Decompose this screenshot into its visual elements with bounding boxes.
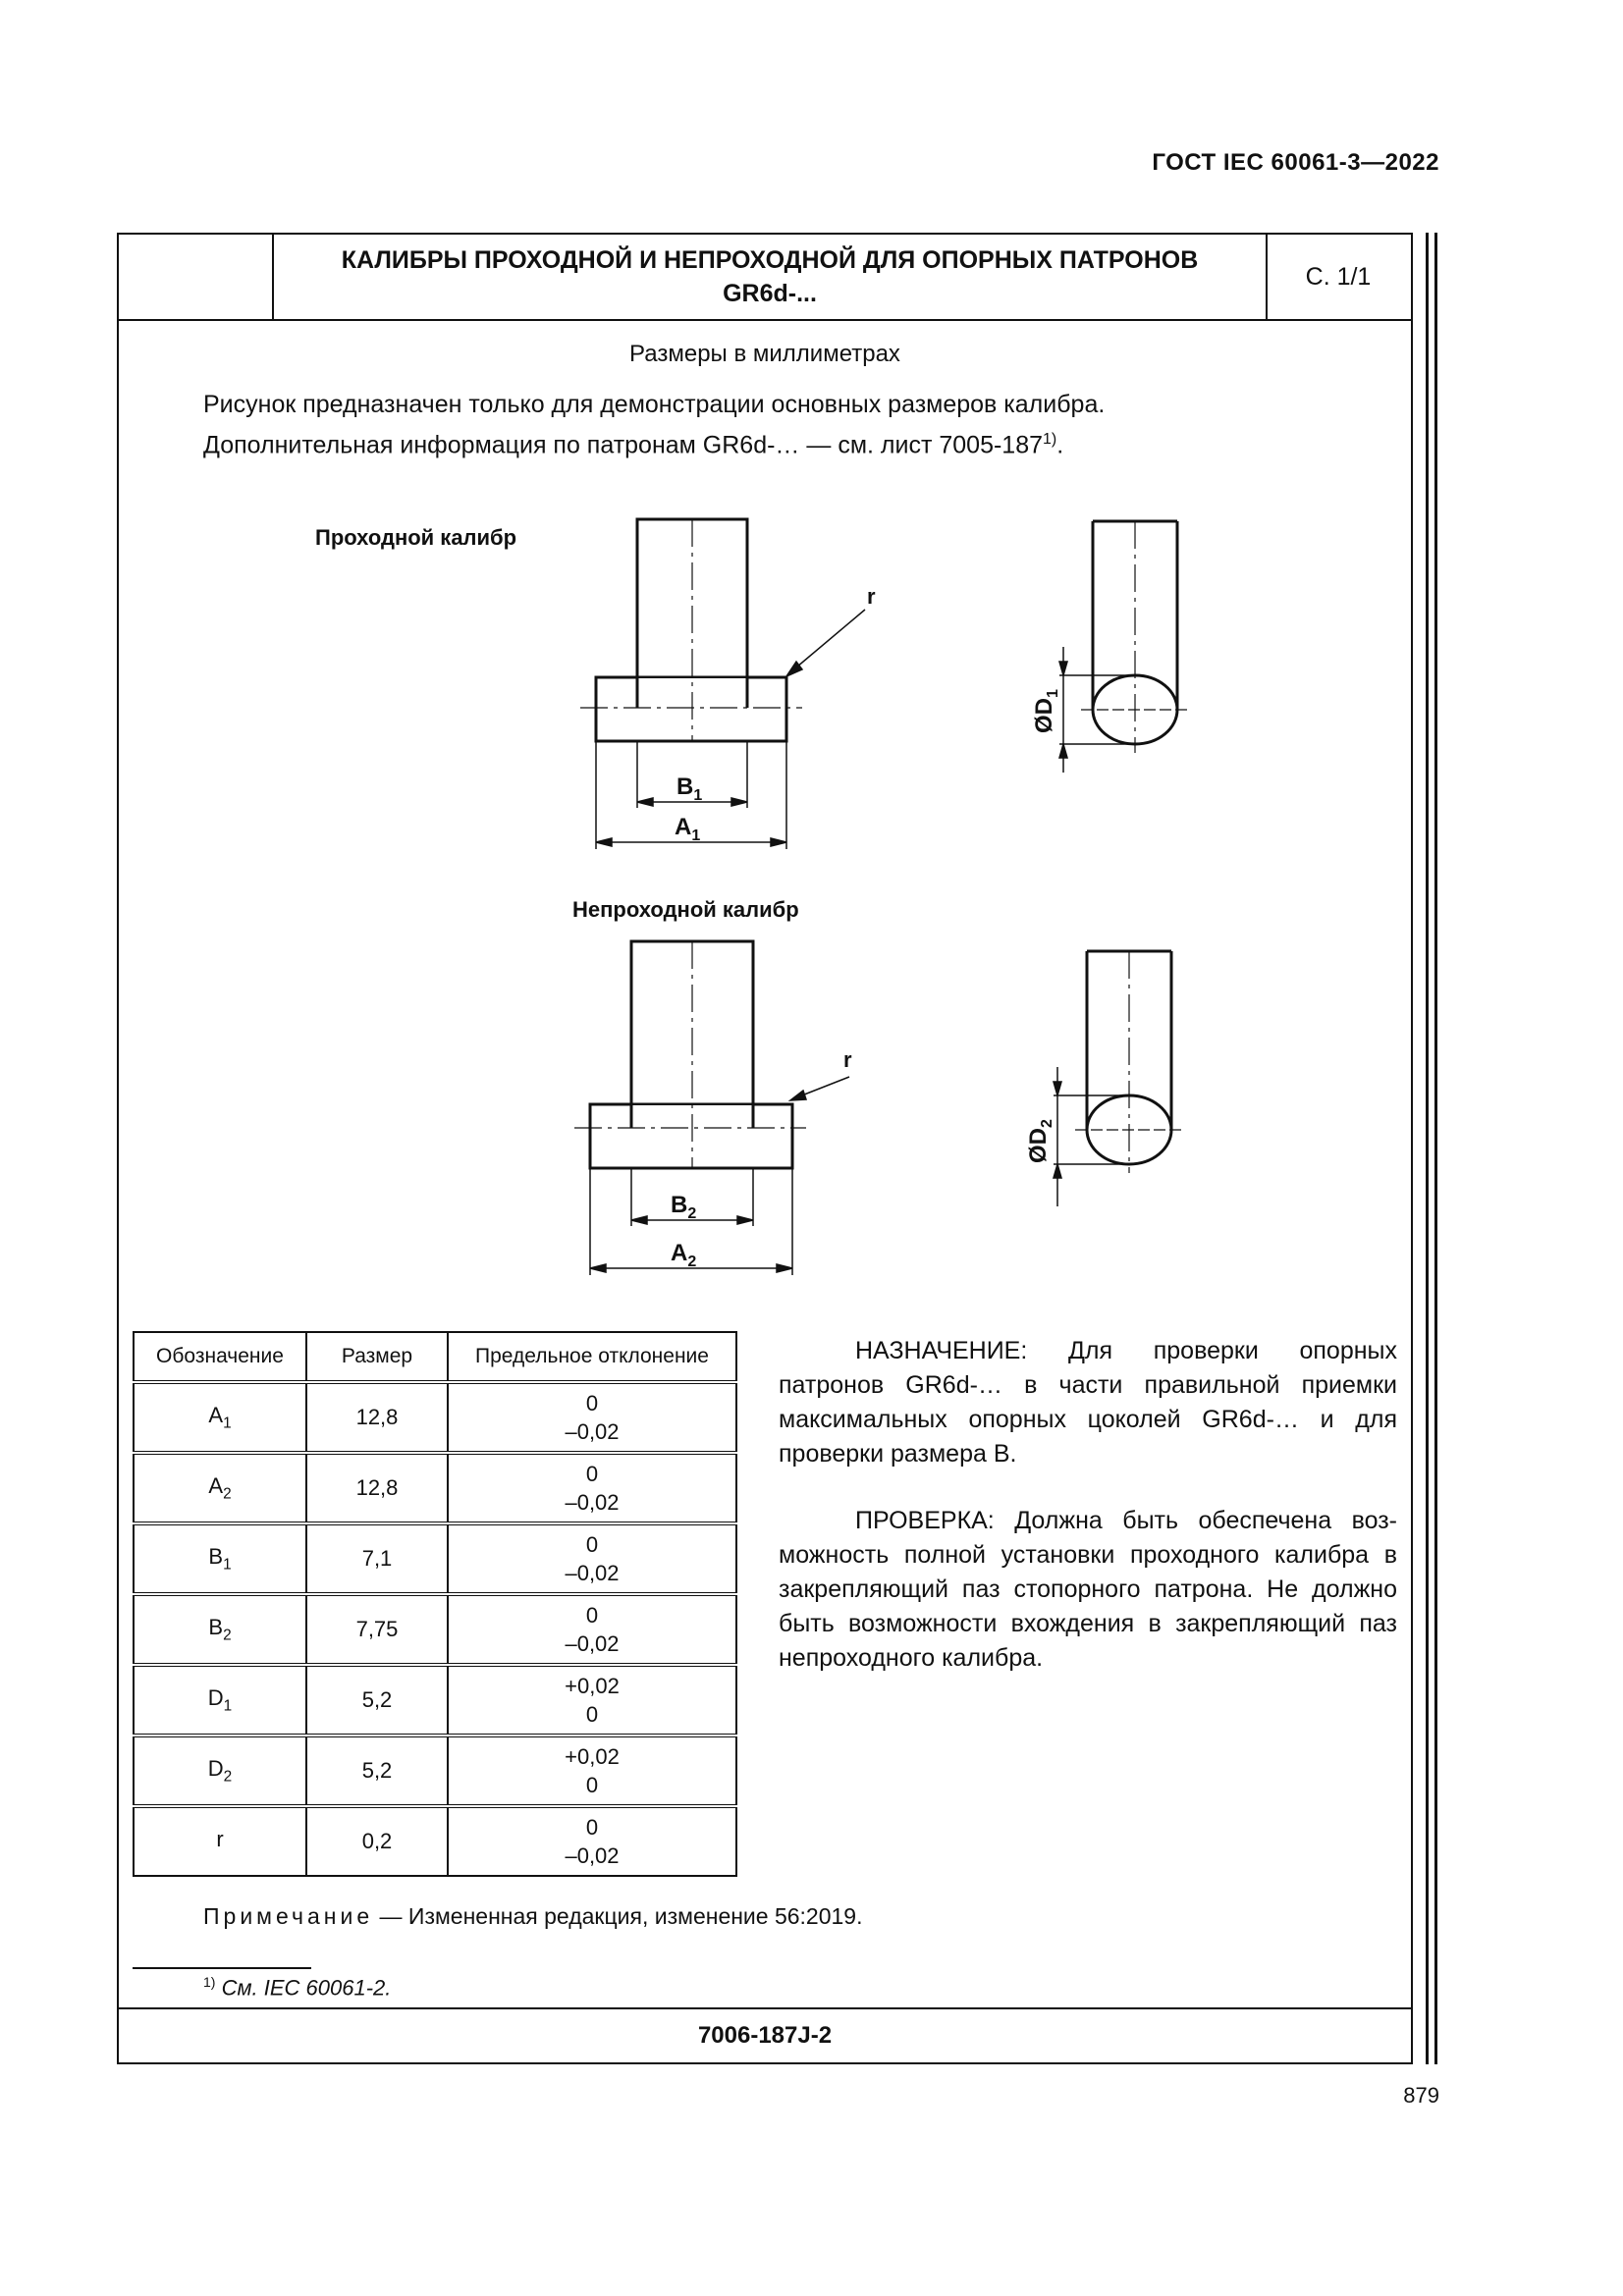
- tolerance-cell: 0 –0,02: [448, 1806, 736, 1876]
- designation-cell: $B_2$: [134, 1594, 306, 1665]
- note-label: Примечание: [203, 1903, 374, 1929]
- d2-label: $ØD_2$: [1025, 1119, 1055, 1163]
- d1-label: $ØD_1$: [1031, 689, 1061, 733]
- document-frame: [117, 233, 1413, 2064]
- nogo-radius-label: r: [843, 1047, 852, 1072]
- table-row: [134, 1382, 736, 1453]
- go-a1-label: $A_1$: [675, 814, 701, 844]
- check-paragraph: ПРОВЕРКА: Должна быть обеспечена возможность полной установки проходного калибра в закрепляющий паз стопорного патрона. Не должно быть возможности вхождения в закрепляющий паз непроходного калибра.: [779, 1507, 1397, 1672]
- dimensions-caption: Размеры в миллиметрах: [629, 341, 900, 367]
- table-row: [134, 1735, 736, 1806]
- size-cell: 5,2: [306, 1665, 448, 1735]
- purpose-and-check-text: [779, 1334, 1397, 1708]
- size-cell: 5,2: [306, 1735, 448, 1806]
- tolerance-cell: 0 –0,02: [448, 1382, 736, 1453]
- column-header-designation: Обозначение: [134, 1332, 306, 1382]
- nogo-gauge-label: Непроходной калибр: [572, 897, 799, 922]
- size-cell: 0,2: [306, 1806, 448, 1876]
- designation-cell: $D_2$: [134, 1735, 306, 1806]
- standard-header: ГОСТ IEC 60061-3—2022: [1152, 149, 1439, 176]
- table-row: [134, 1594, 736, 1665]
- column-header-tolerance: Предельное отклонение: [448, 1332, 736, 1382]
- column-header-size: Размер: [306, 1332, 448, 1382]
- dimensions-table: [133, 1331, 737, 1877]
- designation-cell: r: [134, 1806, 306, 1876]
- nogo-gauge-side-view: [1075, 951, 1185, 1173]
- tolerance-cell: 0 –0,02: [448, 1523, 736, 1594]
- table-row: [134, 1523, 736, 1594]
- sheet-code: 7006-187J-2: [119, 2007, 1411, 2062]
- table-row: [134, 1806, 736, 1876]
- table-row: [134, 1453, 736, 1523]
- footnote-ref: 1): [1043, 431, 1057, 448]
- table-header-row: [134, 1332, 736, 1382]
- frame-edge-line: [1426, 233, 1429, 2064]
- technical-drawing: [119, 235, 1411, 1314]
- footnote: [203, 1974, 391, 2001]
- sheet-title-line1: КАЛИБРЫ ПРОХОДНОЙ И НЕПРОХОДНОЙ ДЛЯ ОПОРНЫХ ПАТРОНОВ: [341, 246, 1199, 274]
- table-row: [134, 1665, 736, 1735]
- designation-cell: $A_2$: [134, 1453, 306, 1523]
- size-cell: 7,1: [306, 1523, 448, 1594]
- sheet-number: С. 1/1: [1305, 262, 1372, 291]
- note: [203, 1903, 863, 1930]
- designation-cell: $A_1$: [134, 1382, 306, 1453]
- frame-edge-line: [1434, 233, 1437, 2064]
- tolerance-cell: 0 –0,02: [448, 1453, 736, 1523]
- go-radius-label: r: [867, 584, 876, 609]
- designation-cell: $B_1$: [134, 1523, 306, 1594]
- go-gauge-label: Проходной калибр: [315, 525, 517, 550]
- page-number: 879: [1403, 2083, 1439, 2108]
- nogo-a2-label: $A_2$: [671, 1240, 697, 1270]
- nogo-b2-label: $B_2$: [671, 1192, 697, 1222]
- intro-line1: Рисунок предназначен только для демонстрации основных размеров калибра.: [203, 391, 1106, 418]
- size-cell: 12,8: [306, 1382, 448, 1453]
- go-b1-label: $B_1$: [676, 774, 703, 804]
- footnote-text: См. IEC 60061-2.: [221, 1975, 392, 2001]
- footnote-divider: [133, 1967, 311, 1969]
- tolerance-cell: 0 –0,02: [448, 1594, 736, 1665]
- go-gauge-side-view: [1081, 521, 1189, 753]
- note-text: — Измененная редакция, изменение 56:2019.: [373, 1903, 863, 1929]
- purpose-paragraph: НАЗНАЧЕНИЕ: Для проверки опорных патронов GR6d-… в части правильной приемки максимальных опорных цоколей GR6d-… и для проверки размера B.: [779, 1337, 1397, 1468]
- intro-line2: Дополнительная информация по патронам GR6d-… — см. лист 7005-187$^{1)}$.: [203, 431, 1064, 459]
- designation-cell: $D_1$: [134, 1665, 306, 1735]
- nogo-gauge-front-view: [574, 941, 806, 1169]
- sheet-title-line2: GR6d-...: [723, 280, 817, 307]
- footnote-mark: 1): [203, 1974, 216, 1990]
- tolerance-cell: +0,02 0: [448, 1665, 736, 1735]
- size-cell: 12,8: [306, 1453, 448, 1523]
- tolerance-cell: +0,02 0: [448, 1735, 736, 1806]
- size-cell: 7,75: [306, 1594, 448, 1665]
- go-gauge-front-view: [580, 519, 802, 741]
